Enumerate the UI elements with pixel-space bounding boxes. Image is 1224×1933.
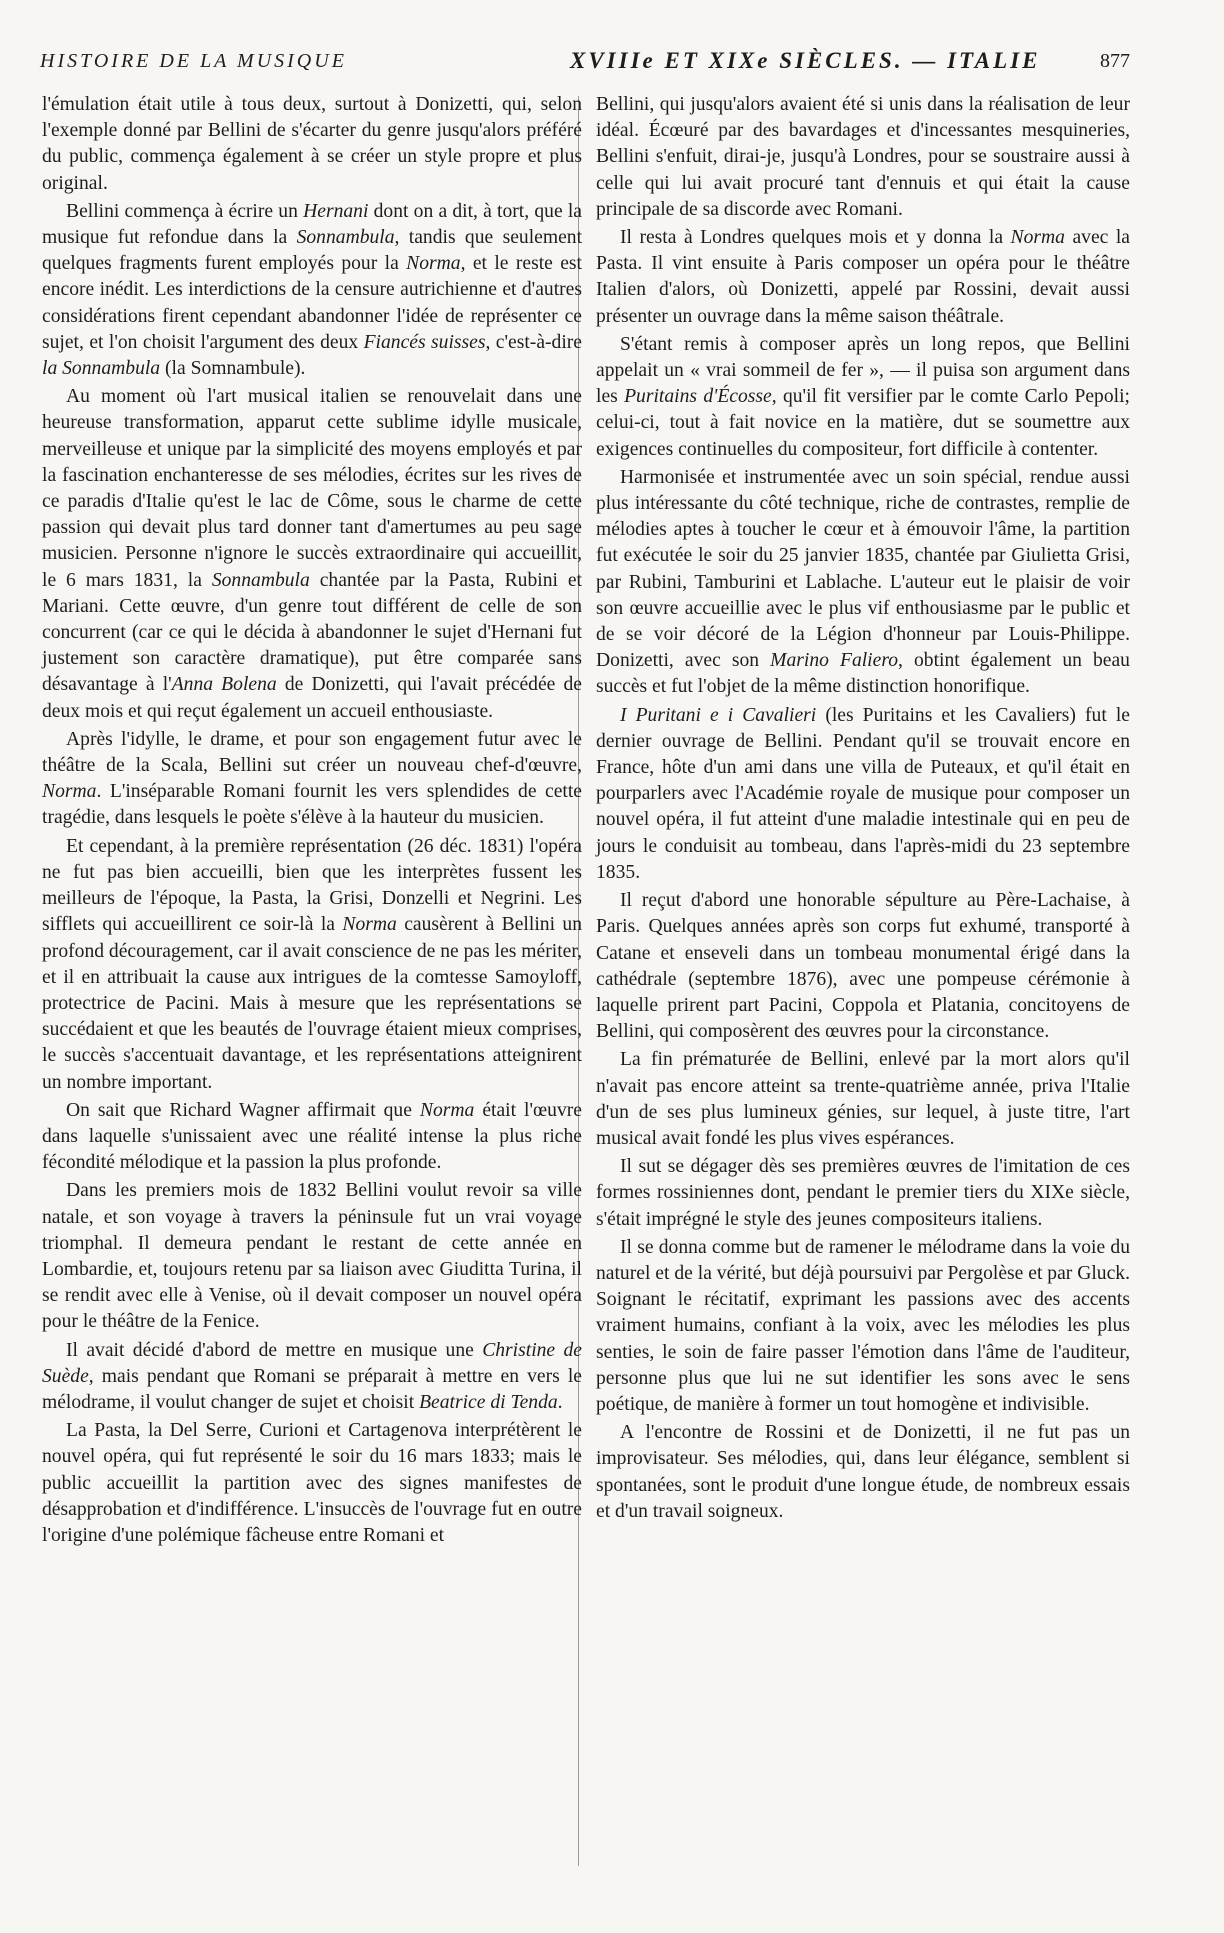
paragraph: Harmonisée et instrumentée avec un soin spécial, rendue aussi plus intéressante du côté technique, riche de contrastes, remplie de mélodies aptes à toucher le cœur et à émouvoir l'âme, la partition fut exécutée le soir du 25 janvier 1835, chantée par Giulietta Grisi, par Rubini, Tamburini et Lablache. L'auteur eut le plaisir de voir son œuvre accueillie avec le plus vif enthousiasme par le public et de se voir décoré de la Légion d'honneur par Louis-Philippe. Donizetti, avec son Marino Faliero, obtint également un beau succès et fut l'objet de la même distinction honorifique. — [596, 466, 1130, 698]
paragraph: On sait que Richard Wagner affirmait que Norma était l'œuvre dans laquelle s'unissaient avec une réalité intense la plus riche fécondité mélodique et la passion la plus profonde. — [42, 1099, 582, 1174]
paragraph: La Pasta, la Del Serre, Curioni et Cartagenova interprétèrent le nouvel opéra, qui fut représenté le soir du 16 mars 1833; mais le public accueillit la partition avec des signes manifestes de désapprobation et d'indifférence. L'insuccès de l'ouvrage fut en outre l'origine d'une polémique fâcheuse entre Romani et — [42, 1420, 582, 1546]
paragraph: Dans les premiers mois de 1832 Bellini voulut revoir sa ville natale, et son voyage à travers la péninsule fut un vrai voyage triomphal. Il demeura pendant le restant de cette année en Lombardie, et, toujours retenu par sa liaison avec Giuditta Turina, il se rendit avec elle à Venise, où il devait composer un nouvel opéra pour le théâtre de la Fenice. — [42, 1180, 582, 1333]
paragraph: l'émulation était utile à tous deux, surtout à Donizetti, qui, selon l'exemple donné par Bellini de s'écarter du genre jusqu'alors préféré du public, commença également à se créer un style propre et plus original. — [42, 94, 582, 194]
paragraph: I Puritani e i Cavalieri (les Puritains et les Cavaliers) fut le dernier ouvrage de Bellini. Pendant qu'il se trouvait encore en France, hôte d'un ami dans une villa de Puteaux, et qu'il était en pourparlers avec l'Académie royale de musique pour composer un nouvel opéra, il fut atteint d'une maladie intestinale qui en peu de jours le conduisit au tombeau, dans l'après-midi du 23 septembre 1835. — [596, 704, 1130, 883]
paragraph: A l'encontre de Rossini et de Donizetti, il ne fut pas un improvisateur. Ses mélodies, qui, dans leur élégance, semblent si spontanées, sont le produit d'une longue étude, de nombreux essais et d'un travail soigneux. — [596, 1422, 1130, 1522]
header-section-title: XVIIIe ET XIXe SIÈCLES. — ITALIE — [570, 48, 1041, 73]
paragraph: La fin prématurée de Bellini, enlevé par la mort alors qu'il n'avait pas encore atteint sa trente-quatrième année, priva l'Italie d'un de ses plus lumineux génies, sur lequel, à juste titre, l'art musical avait fondé les plus vives espérances. — [596, 1049, 1130, 1149]
paragraph: Au moment où l'art musical italien se renouvelait dans une heureuse transformation, apparut cette sublime idylle musicale, merveilleuse et unique par la simplicité des moyens employés et par la fascination enchanteresse de ses mélodies, écrites sur les rives de ce paradis d'Italie qu'est le lac de Côme, sous le charme de cette passion qui devait plus tard donner tant d'amertumes au peu sage musicien. Personne n'ignore le succès extraordinaire qui accueillit, le 6 mars 1831, la Sonnambula chantée par la Pasta, Rubini et Mariani. Cette œuvre, d'un genre tout différent de celle de son concurrent (car ce qui le décida à abandonner le sujet d'Hernani fut justement son caractère dramatique), put être comparée sans désavantage à l'Anna Bolena de Donizetti, qui l'avait précédée de deux mois et qui reçut également un accueil enthousiaste. — [42, 386, 583, 722]
header-book-title: HISTOIRE DE LA MUSIQUE — [40, 50, 347, 72]
paragraph: Après l'idylle, le drame, et pour son engagement futur avec le théâtre de la Scala, Bellini sut créer un nouveau chef-d'œuvre, Norma. L'inséparable Romani fournit les vers splendides de cette tragédie, dans lesquels le poète s'élève à la hauteur du musicien. — [42, 728, 582, 829]
paragraph: Bellini, qui jusqu'alors avaient été si unis dans la réalisation de leur idéal. Écœuré par des bavardages et d'incessantes mesquineries, Bellini s'enfuit, dirai-je, jusqu'à Londres, pour se soustraire aussi à celle qui lui avait procuré tant d'ennuis et qui était la cause principale de sa discorde avec Romani. — [596, 94, 1130, 220]
running-header — [40, 48, 1130, 84]
paragraph: Il sut se dégager dès ses premières œuvres de l'imitation de ces formes rossiniennes dont, pendant le premier tiers du XIXe siècle, s'était imprégné le style des jeunes compositeurs italiens. — [596, 1156, 1130, 1230]
paragraph: Bellini commença à écrire un Hernani dont on a dit, à tort, que la musique fut refondue dans la Sonnambula, tandis que seulement quelques fragments furent employés pour la Norma, et le reste est encore inédit. Les interdictions de la censure autrichienne et d'autres considérations firent cependant abandonner l'idée de représenter ce sujet, et l'on choisit l'argument des deux Fiancés suisses, c'est-à-dire la Sonnambula (la Somnambule). — [42, 200, 583, 380]
paragraph: Et cependant, à la première représentation (26 déc. 1831) l'opéra ne fut pas bien accueilli, bien que les interprètes fussent les meilleurs de l'époque, la Pasta, la Grisi, Donzelli et Negrini. Les sifflets qui accueillirent ce soir-là la Norma causèrent à Bellini un profond découragement, car il avait conscience de ne pas les mériter, et il en attribuait la cause aux intrigues de la comtesse Samoyloff, protectrice de Pacini. Mais à mesure que les représentations se succédaient et que les beautés de l'ouvrage étaient mieux comprises, le succès s'accentuait davantage, et les représentations atteignirent un nombre important. — [42, 835, 582, 1093]
paragraph: Il resta à Londres quelques mois et y donna la Norma avec la Pasta. Il vint ensuite à Paris composer un opéra pour le théâtre Italien d'alors, où Donizetti, appelé par Rossini, devait aussi présenter un ouvrage dans la même saison théâtrale. — [596, 227, 1131, 327]
paragraph: Il se donna comme but de ramener le mélodrame dans la voie du naturel et de la vérité, but déjà poursuivi par Pergolèse et par Gluck. Soignant le récitatif, exprimant les passions avec des accents vraiment humains, confiant à la voix, avec les mélodies les plus senties, le soin de faire passer l'émotion dans l'âme de l'auditeur, personne plus que lui ne sut identifier les sons avec le sens poétique, de manière à former un tout homogène et indivisible. — [596, 1236, 1130, 1415]
paragraph: S'étant remis à composer après un long repos, que Bellini appelait un « vrai sommeil de fer », — il puisa son argument dans les Puritains d'Écosse, qu'il fit versifier par le comte Carlo Pepoli; celui-ci, tout à fait novice en la matière, dut se soumettre aux exigences continuelles du compositeur, fort difficile à contenter. — [596, 333, 1130, 460]
page-number: 877 — [1100, 50, 1130, 72]
left-column — [42, 92, 582, 1549]
paragraph: Il reçut d'abord une honorable sépulture au Père-Lachaise, à Paris. Quelques années après son corps fut exhumé, transporté à Catane et enseveli dans un tombeau monumental érigé dans la cathédrale (septembre 1876), avec une pompeuse cérémonie à laquelle prirent part Pacini, Coppola et Platania, concitoyens de Bellini, qui composèrent des œuvres pour la circonstance. — [596, 890, 1130, 1043]
paragraph: Il avait décidé d'abord de mettre en musique une Christine de Suède, mais pendant que Romani se préparait à mettre en vers le mélodrame, il voulut changer de sujet et choisit Beatrice di Tenda. — [42, 1339, 582, 1413]
right-column — [596, 92, 1130, 1525]
